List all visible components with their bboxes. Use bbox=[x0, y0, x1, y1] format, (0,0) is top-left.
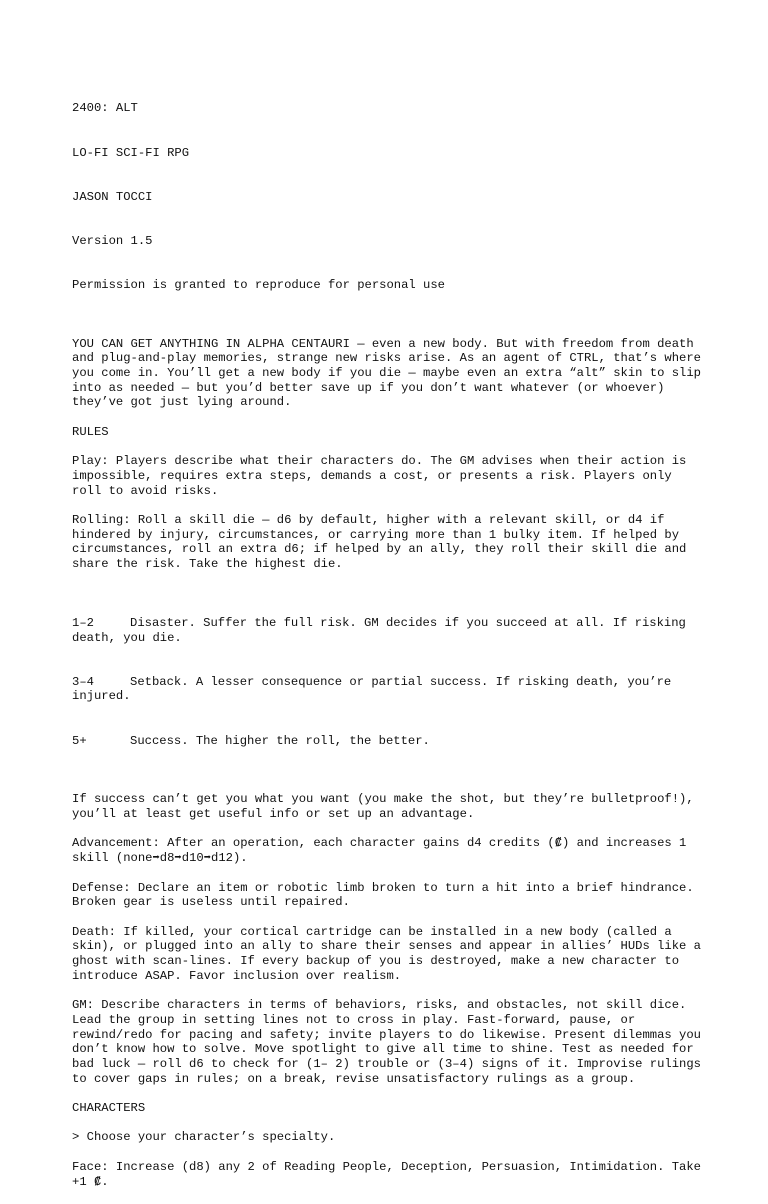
document-page bbox=[72, 72, 709, 1204]
characters-heading: CHARACTERS bbox=[72, 1101, 146, 1116]
play-rule: Play: Players describe what their characters do. The GM advises when their action is impossible, requires extra steps, demands a cost, or presents a risk. Players only roll to avoid risks. bbox=[72, 454, 694, 498]
permission-notice: Permission is granted to reproduce for personal use bbox=[72, 277, 445, 292]
author-name: JASON TOCCI bbox=[72, 189, 153, 204]
roll-range: 3–4 bbox=[72, 674, 94, 689]
roll-result-row bbox=[72, 675, 702, 704]
gm-rule: GM: Describe characters in terms of behaviors, risks, and obstacles, not skill dice. Lead the group in setting lines not to cross in play. Fast-forward, pause, or rewind/redo for pacing and safety; invite players to do likewise. Present dilemmas you don’t know how to solve. Move spotlight to give all time to shine. Test as needed for bad luck — roll d6 to check for (1– 2) trouble or (3–4) signs of it. Improvise rulings to cover gaps in rules; on a break, revise unsatisfactory rulings as a group. bbox=[72, 998, 709, 1086]
roll-range: 1–2 bbox=[72, 615, 94, 630]
roll-result-row bbox=[72, 616, 702, 645]
roll-results-list bbox=[72, 587, 702, 778]
document-header bbox=[72, 72, 702, 322]
rolling-rule: Rolling: Roll a skill die — d6 by default, higher with a relevant skill, or d4 if hindered by injury, circumstances, or carrying more than 1 bulky item. If helped by circumstances, roll an extra d6; if helped by an ally, they roll their skill die and share the risk. Take the highest die. bbox=[72, 513, 694, 572]
roll-outcome: Setback. A lesser consequence or partial success. If risking death, you’re injured. bbox=[72, 674, 679, 704]
character-step: > Choose your character’s specialty. bbox=[72, 1130, 336, 1145]
intro-paragraph: YOU CAN GET ANYTHING IN ALPHA CENTAURI — even a new body. But with freedom from death and plug-and-play memories, strange new risks arise. As an agent of CTRL, that’s where you come in. You’ll get a new body if you die — maybe even an extra “alt” skin to slip into as needed — but you’d better save up if you don’t want whatever (or whoever) they’ve got just lying around. bbox=[72, 336, 709, 410]
success-note: If success can’t get you what you want (you make the shot, but they’re bulletproof!), you’ll at least get useful info or set up an advantage. bbox=[72, 792, 701, 822]
death-rule: Death: If killed, your cortical cartridge can be installed in a new body (called a skin), or plugged into an ally to share their senses and appear in allies’ HUDs like a ghost with scan-lines. If every backup of you is destroyed, make a new character to introduce ASAP. Favor inclusion over realism. bbox=[72, 924, 709, 983]
advancement-rule: Advancement: After an operation, each character gains d4 credits (₡) and increases 1 skill (none➡d8➡d10➡d12). bbox=[72, 836, 694, 866]
version-label: Version 1.5 bbox=[72, 233, 153, 248]
game-title: 2400: ALT bbox=[72, 101, 138, 116]
face-specialty: Face: Increase (d8) any 2 of Reading People, Deception, Persuasion, Intimidation. Take +1 ₡. bbox=[72, 1159, 709, 1189]
game-subtitle: LO-FI SCI-FI RPG bbox=[72, 145, 190, 160]
defense-rule: Defense: Declare an item or robotic limb broken to turn a hit into a brief hindrance. Broken gear is useless until repaired. bbox=[72, 880, 701, 910]
roll-result-row bbox=[72, 734, 702, 749]
roll-outcome: Success. The higher the roll, the better. bbox=[130, 733, 430, 748]
roll-range: 5+ bbox=[72, 733, 87, 748]
rules-heading: RULES bbox=[72, 424, 109, 439]
roll-outcome: Disaster. Suffer the full risk. GM decides if you succeed at all. If risking death, you die. bbox=[72, 615, 694, 645]
